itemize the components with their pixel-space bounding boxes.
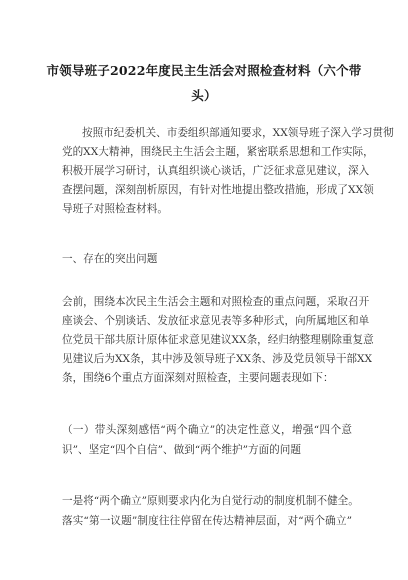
intro-line: 按照市纪委机关、市委组织部通知要求，XX领导班子深入学习贯彻 — [82, 127, 394, 139]
body-line: 一是将“两个确立”原则要求内化为自觉行动的制度机制不健全。 — [62, 495, 359, 507]
body-line: 位党员干部共原计原体征求意见建议XX条，经归纳整理剔除重复意 — [62, 334, 374, 346]
body-line: 条，围绕6个重点方面深刻对照检查，主要问题表现如下： — [62, 372, 334, 384]
intro-line: 党的XX大精神，围绕民主生活会主题，紧密联系思想和工作实际， — [62, 146, 374, 158]
body-line: 见建议后为XX条，其中涉及领导班子XX条、涉及党员领导干部XX — [62, 353, 373, 365]
intro-line: 导班子对照检查材料。 — [62, 203, 168, 215]
document-title-line-1: 市领导班子2022年度民主生活会对照检查材料（六个带 — [46, 63, 362, 78]
body-line: 落实“第一议题”制度往往停留在传达精神层面，对“两个确立” — [62, 515, 352, 527]
intro-line: 积极开展学习研讨，认真组织谈心谈话，广泛征求意见建议，深入 — [62, 165, 370, 177]
body-line: 会前，围绕本次民主生活会主题和对照检查的重点问题，采取召开 — [62, 296, 370, 308]
document-title-line-2: 头） — [191, 88, 217, 103]
intro-line: 查摆问题，深刻剖析原因，有针对性地提出整改措施，形成了XX领 — [62, 184, 374, 196]
subsection-heading: 识”、坚定“四个自信”、做到“两个维护”方面的问题 — [62, 444, 301, 456]
section-heading: 一、存在的突出问题 — [62, 253, 158, 265]
body-line: 座谈会、个别谈话、发放征求意见表等多种形式，向所属地区和单 — [62, 315, 370, 327]
subsection-heading: （一）带头深刻感悟“两个确立”的决定性意义，增强“四个意 — [62, 424, 352, 436]
